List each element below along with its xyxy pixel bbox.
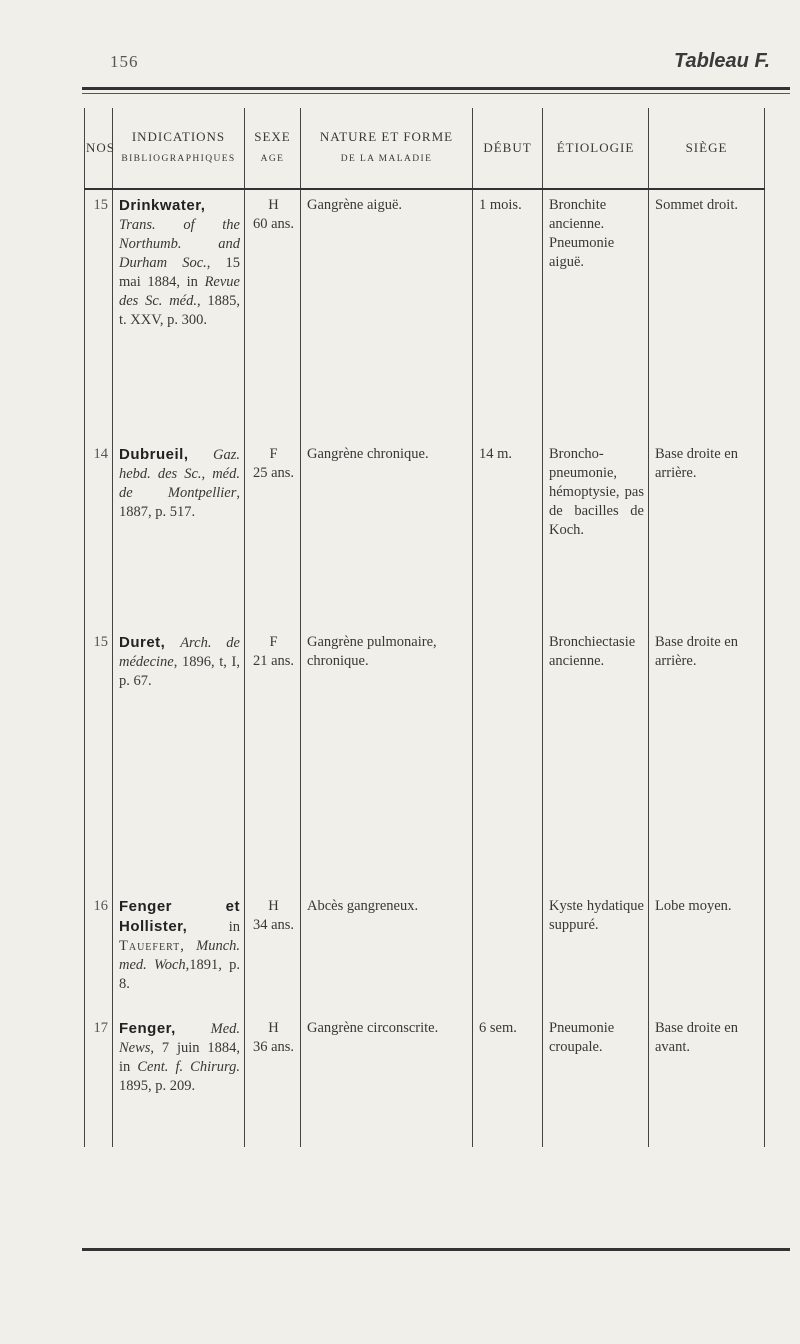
author-name: Dubrueil,: [119, 446, 189, 463]
disease-nature: Abcès gangreneux.: [301, 891, 473, 1013]
sex: H: [268, 197, 279, 213]
onset: 1 mois.: [473, 189, 543, 439]
header-siege: SIÈGE: [649, 108, 765, 189]
bibliographic-reference: [113, 1013, 245, 1147]
sex-age: [245, 891, 301, 1013]
table-row: [85, 189, 765, 439]
row-number: 15: [85, 189, 113, 439]
onset: [473, 627, 543, 891]
ref-journal: Trans. of the Northumb. and Durham Soc.: [119, 217, 240, 271]
site: Lobe moyen.: [649, 891, 765, 1013]
age: 60 ans.: [252, 216, 295, 232]
table-row: [85, 627, 765, 891]
ref-journal: Munch. med. Woch: [119, 938, 240, 973]
header-sexe: [245, 108, 301, 189]
disease-nature: Gangrène pulmonaire, chronique.: [301, 627, 473, 891]
sex: H: [268, 898, 279, 914]
bottom-rule: [82, 1248, 790, 1251]
header-debut: DÉBUT: [473, 108, 543, 189]
ref-detail: , 1896, t, I, p. 67.: [119, 654, 240, 689]
ref-detail: , 15 mai 1884, in: [119, 255, 241, 290]
cases-table: [84, 108, 765, 1147]
header-indications: [113, 108, 245, 189]
header-nature-title: NATURE ET FORME: [319, 129, 454, 144]
table-row: [85, 1013, 765, 1147]
ref-detail: , 7 juin 1884, in: [119, 1040, 240, 1075]
ref-detail-pre: in: [187, 919, 240, 935]
header-sexe-sub: AGE: [260, 154, 285, 164]
ref-detail-2: 1895, p. 209.: [119, 1078, 196, 1094]
ref-detail: , 1887, p. 517.: [119, 485, 240, 520]
site: Sommet droit.: [649, 189, 765, 439]
etiology: Bronchite ancienne. Pneumonie aiguë.: [543, 189, 649, 439]
age: 34 ans.: [252, 917, 295, 933]
ref-journal: Med. News: [119, 1021, 240, 1056]
author-name: Drinkwater,: [119, 197, 206, 214]
row-number: 17: [85, 1013, 113, 1147]
onset: 6 sem.: [473, 1013, 543, 1147]
sex: F: [269, 446, 278, 462]
etiology: Kyste hydatique suppuré.: [543, 891, 649, 1013]
header-indications-sub: BIBLIOGRAPHIQUES: [121, 154, 236, 164]
age: 25 ans.: [252, 465, 295, 481]
table-row: [85, 891, 765, 1013]
author-name: Fenger,: [119, 1020, 176, 1037]
etiology: Broncho-pneumonie, hémoptysie, pas de bacilles de Koch.: [543, 439, 649, 627]
onset: [473, 891, 543, 1013]
row-number: 15: [85, 627, 113, 891]
etiology: Pneumonie croupale.: [543, 1013, 649, 1147]
running-title: Tableau F.: [674, 50, 770, 72]
disease-nature: Gangrène aiguë.: [301, 189, 473, 439]
bibliographic-reference: [113, 189, 245, 439]
bibliographic-reference: [113, 439, 245, 627]
sex-age: [245, 627, 301, 891]
top-rule: [82, 87, 790, 90]
bibliographic-reference: Fenger et Hollister, in Tauefert, Munch. med. Woch,1891, p. 8.: [113, 891, 245, 1013]
site: Base droite en arrière.: [649, 627, 765, 891]
age: 36 ans.: [252, 1039, 295, 1055]
sex-age: [245, 189, 301, 439]
ref-detail-2: , 1885, t. XXV, p. 300.: [119, 293, 241, 328]
row-number: 16: [85, 891, 113, 1013]
ref-journal: Gaz. hebd. des Sc., méd. de Montpellier: [119, 447, 240, 501]
header-nature: [301, 108, 473, 189]
header-indications-title: INDICATIONS: [131, 129, 226, 144]
disease-nature: Gangrène chronique.: [301, 439, 473, 627]
author-name: Duret,: [119, 634, 166, 651]
ref-detail: ,1891, p. 8.: [119, 957, 240, 992]
site: Base droite en arrière.: [649, 439, 765, 627]
disease-nature: Gangrène circonscrite.: [301, 1013, 473, 1147]
etiology: Bronchiectasie ancienne.: [543, 627, 649, 891]
onset: 14 m.: [473, 439, 543, 627]
site: Base droite en avant.: [649, 1013, 765, 1147]
header-row: [85, 108, 765, 189]
ref-journal-2: Revue des Sc. méd.: [119, 274, 240, 309]
sex-age: [245, 1013, 301, 1147]
page-number: 156: [110, 52, 139, 71]
age: 21 ans.: [252, 653, 295, 669]
sex-age: [245, 439, 301, 627]
bibliographic-reference: [113, 627, 245, 891]
ref-author-sc: Tauefert: [119, 938, 181, 954]
header-sexe-title: SEXE: [254, 129, 291, 144]
header-etiologie: ÉTIOLOGIE: [543, 108, 649, 189]
row-number: 14: [85, 439, 113, 627]
ref-journal: Arch. de médecine: [119, 635, 240, 670]
author-name: Fenger et Hollister,: [119, 898, 240, 935]
table-row: [85, 439, 765, 627]
sex: H: [268, 1020, 279, 1036]
sex: F: [269, 634, 278, 650]
header-num: NOS: [85, 108, 113, 189]
ref-journal-2: Cent. f. Chirurg.: [137, 1059, 240, 1075]
top-rule-thin: [82, 93, 790, 94]
header-nature-sub: DE LA MALADIE: [340, 154, 433, 164]
